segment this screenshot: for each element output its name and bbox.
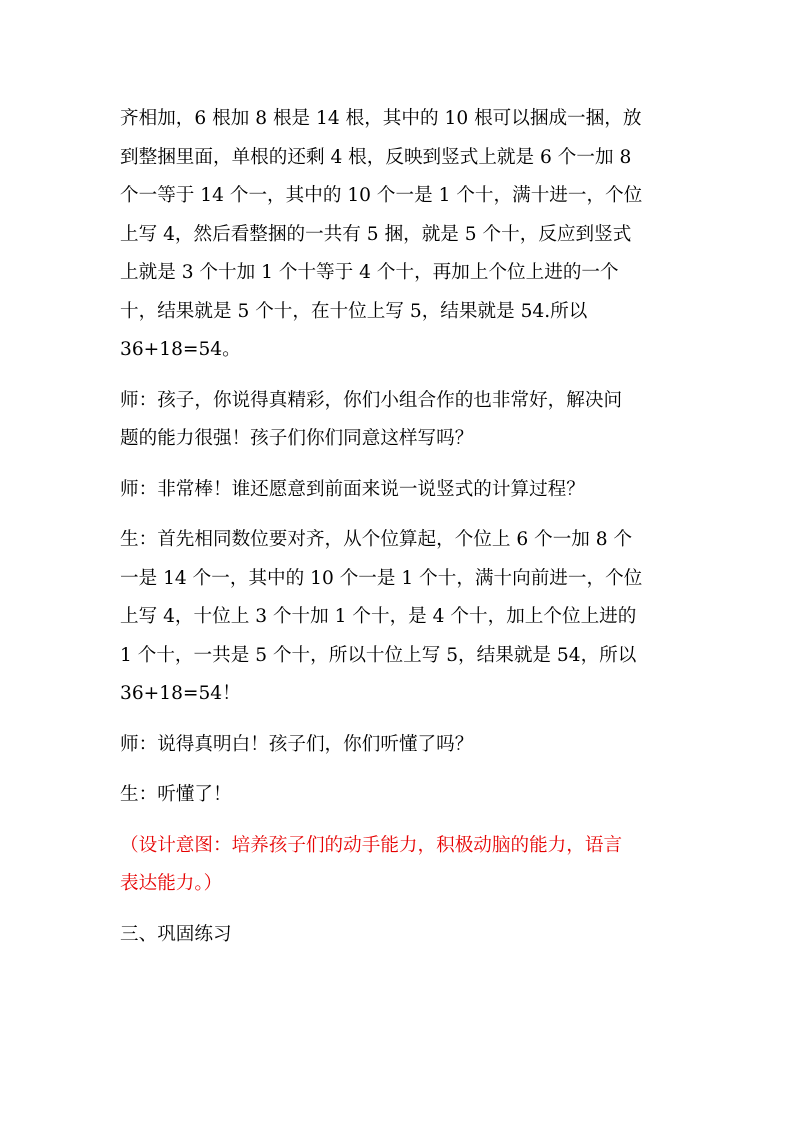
document-page xyxy=(120,100,680,966)
paragraph-design-intent: （设计意图：培养孩子们的动手能力，积极动脑的能力，语言 表达能力。） xyxy=(120,834,623,894)
section-heading: 三、巩固练习 xyxy=(120,923,232,945)
paragraph-explanation: 齐相加，6 根加 8 根是 14 根，其中的 10 根可以捆成一捆，放 到整捆里面，单根的还剩 4 根，反映到竖式上就是 6 个一加 8 个一等于 14 个一，其中的 10 个一是 1 个十，满十进一，个位 上写 4，然后看整捆的一共有 5 捆，就是 5 个十，反应到竖式 上就是 3 个十加 1 个十等于 4 个十，再加上个位上进的一个 十，结果就是 5 个十，在十位上写 5，结果就是 54.所以 36+18=54。 xyxy=(120,108,643,360)
paragraph-teacher-check: 师：说得真明白！孩子们，你们听懂了吗？ xyxy=(120,733,474,755)
paragraph-student-reply: 生：听懂了！ xyxy=(120,784,232,805)
paragraph-teacher-praise: 师：孩子，你说得真精彩，你们小组合作的也非常好，解决问 题的能力很强！孩子们你们同意这样写吗？ xyxy=(120,389,623,449)
paragraph-student-answer: 生：首先相同数位要对齐，从个位算起，个位上 6 个一加 8 个 一是 14 个一，其中的 10 个一是 1 个十，满十向前进一，个位 上写 4，十位上 3 个十加 1 个十，是 4 个十，加上个位上进的 1 个十，一共是 5 个十，所以十位上写 5，结果就是 54，所以 36+18=54！ xyxy=(120,529,643,704)
paragraph-teacher-question: 师：非常棒！谁还愿意到前面来说一说竖式的计算过程？ xyxy=(120,478,585,500)
